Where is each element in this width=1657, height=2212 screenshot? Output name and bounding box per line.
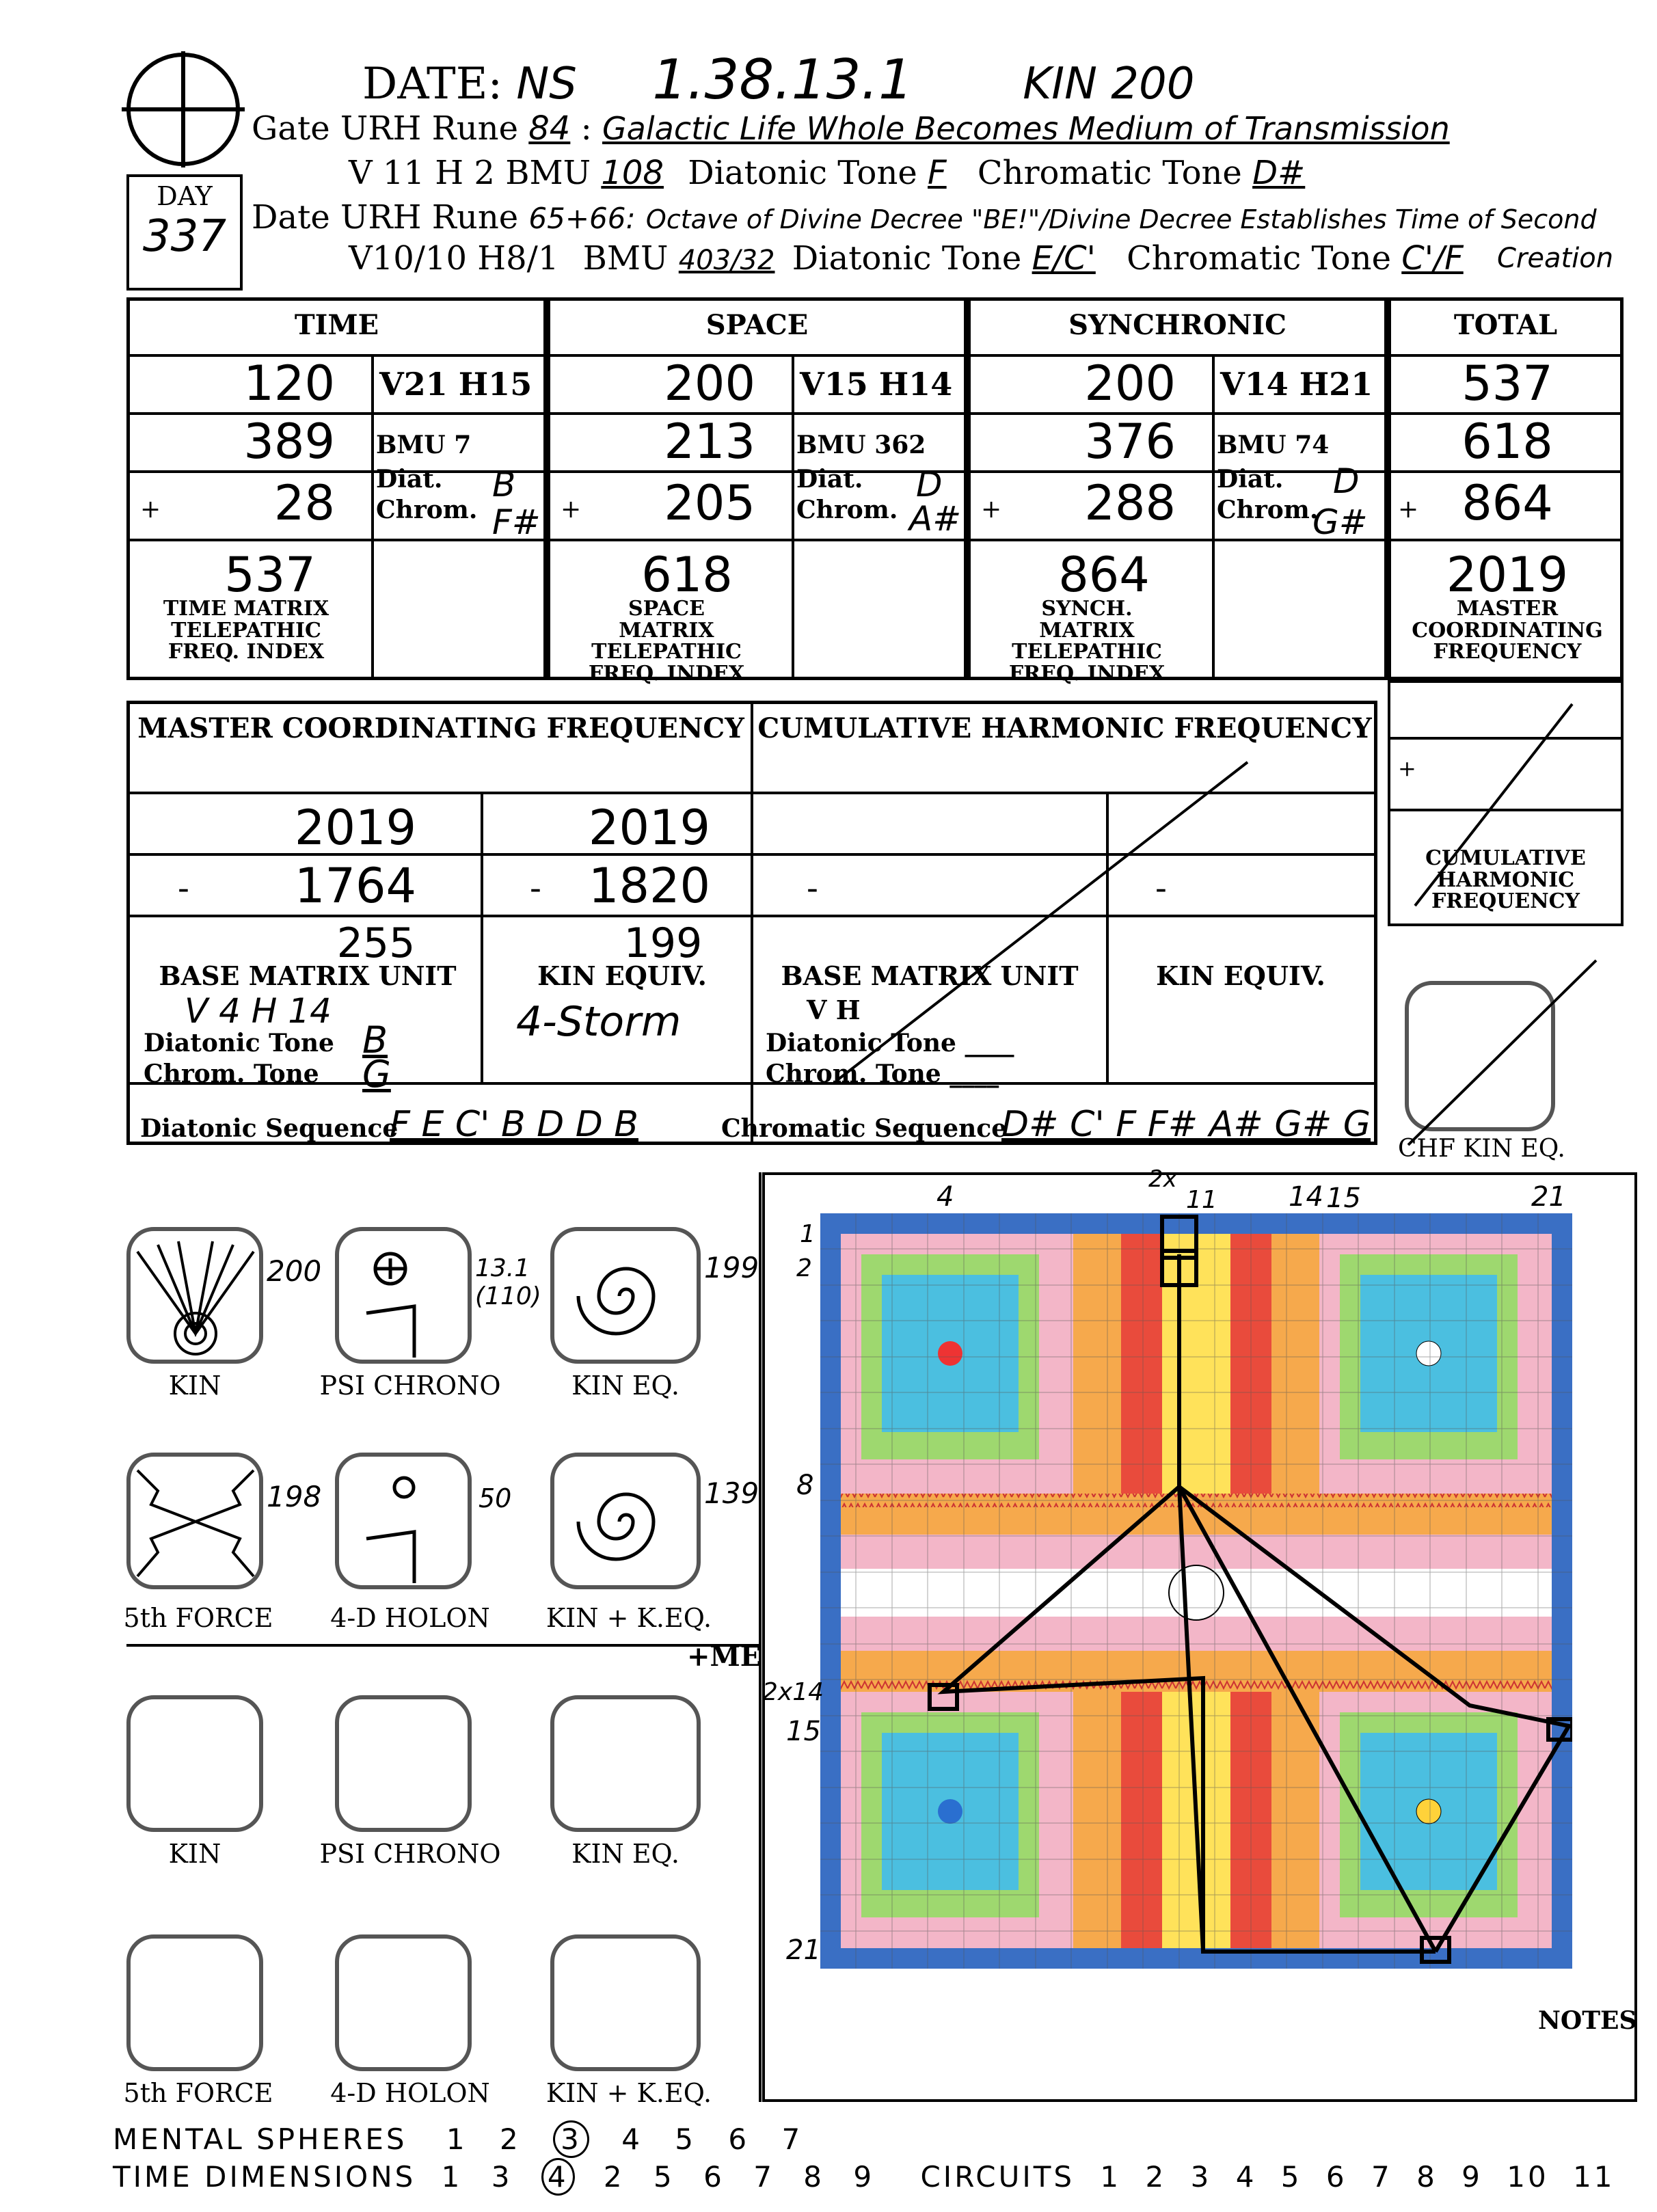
- base-diat-label: Diatonic Tone: [144, 1029, 334, 1057]
- chrom-seq: D# C' F F# A# G# G: [1001, 1104, 1371, 1145]
- holon-2-label: 4-D HOLON: [330, 2078, 490, 2108]
- date-ns: NS: [516, 59, 577, 109]
- synch-value-3: 288: [1084, 475, 1176, 531]
- synch-total: 864: [1058, 547, 1150, 603]
- time-value-2: 389: [243, 414, 335, 470]
- kin-eq-glyph[interactable]: [550, 1227, 701, 1364]
- base2-label: BASE MATRIX UNIT: [781, 960, 1079, 991]
- psi-glyph-label: PSI CHRONO: [319, 1371, 501, 1401]
- time-vh: V21 H15: [379, 366, 533, 403]
- date-chromatic: C'/F: [1401, 239, 1464, 278]
- date-value: 1.38.13.1: [652, 48, 913, 111]
- kin-eq-glyph-2[interactable]: [550, 1695, 701, 1832]
- time-dim-7[interactable]: 7: [753, 2160, 774, 2194]
- bmu-label: BMU: [505, 154, 591, 192]
- mcf-b2: 1820: [588, 858, 711, 914]
- left-mark-2x14: 2x14: [762, 1678, 824, 1706]
- kin-name: 4-Storm: [516, 998, 682, 1046]
- left-mark-2: 2: [796, 1254, 812, 1282]
- time-dim-5[interactable]: 5: [654, 2160, 675, 2194]
- circuit-6[interactable]: 6: [1325, 2160, 1347, 2194]
- gate-label: Gate URH Rune: [252, 109, 518, 148]
- chrom-seq-label: Chromatic Sequence: [721, 1114, 1008, 1143]
- glyph-divider: [126, 1644, 762, 1647]
- mcf-a2: 1764: [294, 858, 417, 914]
- kin-eq-glyph-label: KIN EQ.: [571, 1371, 679, 1401]
- mcf-b1: 2019: [588, 800, 711, 856]
- base2-chrom: Chrom. Tone ____: [766, 1060, 999, 1088]
- chromatic-label: Chromatic Tone: [977, 154, 1242, 192]
- diat-seq: F E C' B D D B: [390, 1104, 638, 1145]
- left-mark-8: 8: [796, 1470, 814, 1501]
- space-value-3: 205: [664, 475, 755, 531]
- time-value-3: 28: [273, 475, 335, 531]
- mcf-a1: 2019: [294, 800, 417, 856]
- day-label: DAY: [157, 181, 213, 211]
- circuit-4[interactable]: 4: [1235, 2160, 1257, 2194]
- me-label: +ME: [687, 1641, 762, 1673]
- mental-spheres-label: MENTAL SPHERES: [113, 2122, 407, 2156]
- holon-glyph[interactable]: [335, 1453, 472, 1589]
- kin-keq-num: 139: [704, 1476, 759, 1510]
- space-index-label: SPACE MATRIX TELEPATHIC FREQ. INDEX: [588, 597, 745, 686]
- date-rune-line: [252, 198, 1597, 237]
- fifth-force-label: 5th FORCE: [123, 1603, 273, 1633]
- circuit-2[interactable]: 2: [1145, 2160, 1167, 2194]
- total-value-3: 864: [1461, 475, 1553, 531]
- time-dim-9[interactable]: 9: [853, 2160, 875, 2194]
- top-mark-4: 4: [937, 1181, 954, 1213]
- top-mark-11: 11: [1186, 1186, 1217, 1214]
- psi-glyph-num: 13.1 (110): [475, 1254, 541, 1310]
- mcf-a-minus: -: [178, 868, 189, 908]
- mental-5[interactable]: 5: [675, 2122, 697, 2156]
- time-dimensions-label: TIME DIMENSIONS: [113, 2160, 416, 2194]
- diatonic-label-2: Diatonic Tone: [792, 239, 1022, 278]
- synch-chrom-label: Chrom.: [1217, 496, 1319, 524]
- total-index-label: MASTER COORDINATING FREQUENCY: [1412, 597, 1603, 664]
- base-diat: B: [362, 1019, 388, 1062]
- space-header: SPACE: [705, 309, 809, 341]
- fifth-force-glyph-2[interactable]: [126, 1934, 263, 2071]
- gate-bmu: 108: [601, 154, 664, 192]
- synch-diat-value: D: [1333, 461, 1360, 501]
- mcf-title: MASTER COORDINATING FREQUENCY: [137, 712, 744, 744]
- fifth-force-num: 198: [267, 1480, 322, 1513]
- time-header: TIME: [294, 309, 379, 341]
- total-header: TOTAL: [1453, 309, 1558, 341]
- notes-label: NOTES: [1538, 2006, 1637, 2035]
- space-value-1: 200: [664, 355, 755, 412]
- date-tones-line: [349, 239, 1464, 278]
- day-box: [126, 174, 243, 291]
- space-chrom-label: Chrom.: [796, 496, 898, 524]
- time-dim-3[interactable]: 3: [491, 2160, 513, 2194]
- top-mark-21: 21: [1531, 1181, 1566, 1213]
- date-vh: V10/10 H8/1: [349, 239, 559, 278]
- space-vh: V15 H14: [800, 366, 953, 403]
- time-plus: +: [140, 496, 161, 524]
- left-mark-21: 21: [786, 1934, 821, 1966]
- time-dim-2[interactable]: 2: [603, 2160, 625, 2194]
- circuit-11[interactable]: 11: [1573, 2160, 1615, 2194]
- date-rune-title-2: Creation: [1497, 243, 1614, 274]
- synch-bmu: BMU 74: [1217, 431, 1330, 459]
- time-diat-label: Diat.: [376, 465, 443, 494]
- mental-7[interactable]: 7: [781, 2122, 803, 2156]
- kin-label: KIN EQUIV.: [537, 960, 707, 991]
- total-value-1: 537: [1461, 355, 1553, 412]
- top-mark-15: 15: [1326, 1183, 1361, 1214]
- date-bmu: 403/32: [678, 245, 775, 276]
- mcf-b-minus: -: [530, 868, 541, 908]
- space-plus: +: [561, 496, 582, 524]
- date-line: [362, 48, 1194, 111]
- chromatic-label-2: Chromatic Tone: [1127, 239, 1391, 278]
- synch-value-2: 376: [1084, 414, 1176, 470]
- earth-cross-icon: [115, 48, 252, 171]
- top-mark-14: 14: [1289, 1181, 1323, 1213]
- gate-rune: 84: [528, 109, 571, 148]
- mental-spheres-line: [113, 2122, 803, 2156]
- day-value: 337: [142, 211, 227, 262]
- diatonic-label: Diatonic Tone: [688, 154, 917, 192]
- date-rune-label: Date URH Rune: [252, 198, 519, 237]
- fifth-force-glyph[interactable]: [126, 1453, 263, 1589]
- space-diat-value: D: [916, 465, 943, 504]
- base-label: BASE MATRIX UNIT: [159, 960, 457, 991]
- space-total: 618: [641, 547, 733, 603]
- fifth-force-2-label: 5th FORCE: [123, 2078, 273, 2108]
- kin-keq-2-label: KIN + K.EQ.: [545, 2078, 712, 2108]
- chf-a-minus: -: [807, 868, 818, 908]
- mental-6[interactable]: 6: [728, 2122, 750, 2156]
- grand-total: 2019: [1446, 547, 1569, 603]
- psi-chrono-glyph[interactable]: [335, 1227, 472, 1364]
- chf-b-minus: -: [1155, 868, 1167, 908]
- synch-vh: V14 H21: [1220, 366, 1373, 403]
- psi-grid: [820, 1213, 1572, 1969]
- gate-chromatic: D#: [1252, 154, 1306, 192]
- psi-glyph-2-label: PSI CHRONO: [319, 1839, 501, 1869]
- time-chrom-value: F#: [492, 502, 541, 542]
- time-diat-value: B: [492, 465, 516, 504]
- kin-glyph-2-label: KIN: [168, 1839, 221, 1869]
- kin-eq-glyph-num: 199: [704, 1251, 759, 1284]
- gate-diatonic: F: [928, 154, 947, 192]
- base-chrom: G: [362, 1053, 391, 1096]
- circuit-9[interactable]: 9: [1461, 2160, 1483, 2194]
- time-index-label: TIME MATRIX TELEPATHIC FREQ. INDEX: [163, 597, 329, 664]
- kin-glyph[interactable]: [126, 1227, 263, 1364]
- time-value-1: 120: [243, 355, 335, 412]
- gate-title: Galactic Life Whole Becomes Medium of Transmission: [602, 110, 1450, 147]
- chf-title: CUMULATIVE HARMONIC FREQUENCY: [757, 712, 1372, 744]
- time-dim-8[interactable]: 8: [803, 2160, 825, 2194]
- kin-keq-label: KIN + K.EQ.: [545, 1603, 712, 1633]
- circuit-1[interactable]: 1: [1100, 2160, 1122, 2194]
- kin-keq-glyph-2[interactable]: [550, 1934, 701, 2071]
- kin-keq-glyph[interactable]: [550, 1453, 701, 1589]
- top-mark-2x: 2x: [1148, 1165, 1177, 1193]
- date-label: DATE:: [362, 59, 502, 109]
- date-rune: 65+66:: [528, 202, 636, 235]
- mental-2[interactable]: 2: [500, 2122, 521, 2156]
- chf-kin-label: CHF KIN EQ.: [1398, 1135, 1565, 1163]
- chf-kin-strike: [1395, 954, 1613, 1159]
- mental-4[interactable]: 4: [621, 2122, 643, 2156]
- kin-number: KIN 200: [1023, 59, 1195, 109]
- synch-diat-label: Diat.: [1217, 465, 1284, 494]
- circuit-7[interactable]: 7: [1371, 2160, 1392, 2194]
- space-bmu: BMU 362: [796, 431, 926, 459]
- gate-vh: V 11 H 2: [349, 154, 495, 192]
- mental-3[interactable]: 3: [553, 2120, 589, 2158]
- circuit-10[interactable]: 10: [1507, 2160, 1549, 2194]
- date-diatonic: E/C': [1032, 239, 1096, 278]
- base2-vh: V H: [807, 995, 861, 1025]
- base-value: 255: [336, 919, 416, 967]
- circuit-8[interactable]: 8: [1416, 2160, 1438, 2194]
- gate-tones-line: [349, 154, 1305, 192]
- date-rune-title: Octave of Divine Decree "BE!"/Divine Decree Establishes Time of Second: [645, 204, 1597, 234]
- synch-plus: +: [981, 496, 1002, 524]
- space-chrom-value: A#: [909, 499, 962, 539]
- holon-num: 50: [479, 1483, 512, 1513]
- total-value-2: 618: [1461, 414, 1553, 470]
- synch-value-1: 200: [1084, 355, 1176, 412]
- circuit-3[interactable]: 3: [1190, 2160, 1212, 2194]
- time-dim-6[interactable]: 6: [703, 2160, 725, 2194]
- base-chrom-label: Chrom. Tone: [144, 1060, 319, 1088]
- synch-index-label: SYNCH. MATRIX TELEPATHIC FREQ. INDEX: [1008, 597, 1166, 686]
- circuits-label: CIRCUITS: [920, 2160, 1075, 2194]
- kin-glyph-2[interactable]: [126, 1695, 263, 1832]
- side-plus: +: [1398, 755, 1416, 781]
- time-dim-1[interactable]: 1: [441, 2160, 463, 2194]
- holon-label: 4-D HOLON: [330, 1603, 490, 1633]
- left-mark-1: 1: [800, 1220, 816, 1248]
- space-value-2: 213: [664, 414, 755, 470]
- diat-seq-label: Diatonic Sequence: [140, 1114, 399, 1143]
- time-total: 537: [224, 547, 316, 603]
- space-diat-label: Diat.: [796, 465, 863, 494]
- time-bmu: BMU 7: [376, 431, 472, 459]
- side-chf-label: CUMULATIVE HARMONIC FREQUENCY: [1425, 846, 1586, 913]
- time-chrom-label: Chrom.: [376, 496, 478, 524]
- holon-glyph-2[interactable]: [335, 1934, 472, 2071]
- left-mark-15: 15: [786, 1716, 821, 1747]
- psi-chrono-glyph-2[interactable]: [335, 1695, 472, 1832]
- gate-rune-line: Gate URH Rune 84 : Galactic Life Whole Becomes Medium of Transmission: [252, 109, 1450, 148]
- kin-glyph-label: KIN: [168, 1371, 221, 1401]
- synch-chrom-value: G#: [1312, 502, 1368, 542]
- base2-diat: Diatonic Tone ____: [766, 1029, 1014, 1057]
- bmu-label-2: BMU: [582, 239, 669, 278]
- kin2-label: KIN EQUIV.: [1156, 960, 1325, 991]
- kin-eq-glyph-2-label: KIN EQ.: [571, 1839, 679, 1869]
- total-plus: +: [1398, 496, 1419, 524]
- synch-header: SYNCHRONIC: [1068, 309, 1286, 341]
- kin-glyph-num: 200: [267, 1254, 322, 1288]
- circuit-5[interactable]: 5: [1280, 2160, 1302, 2194]
- time-dimensions-line: [113, 2160, 1615, 2194]
- base-vh: V 4 H 14: [185, 991, 332, 1031]
- mental-1[interactable]: 1: [446, 2122, 468, 2156]
- time-dim-4[interactable]: 4: [541, 2158, 575, 2196]
- kin-value: 199: [623, 919, 703, 967]
